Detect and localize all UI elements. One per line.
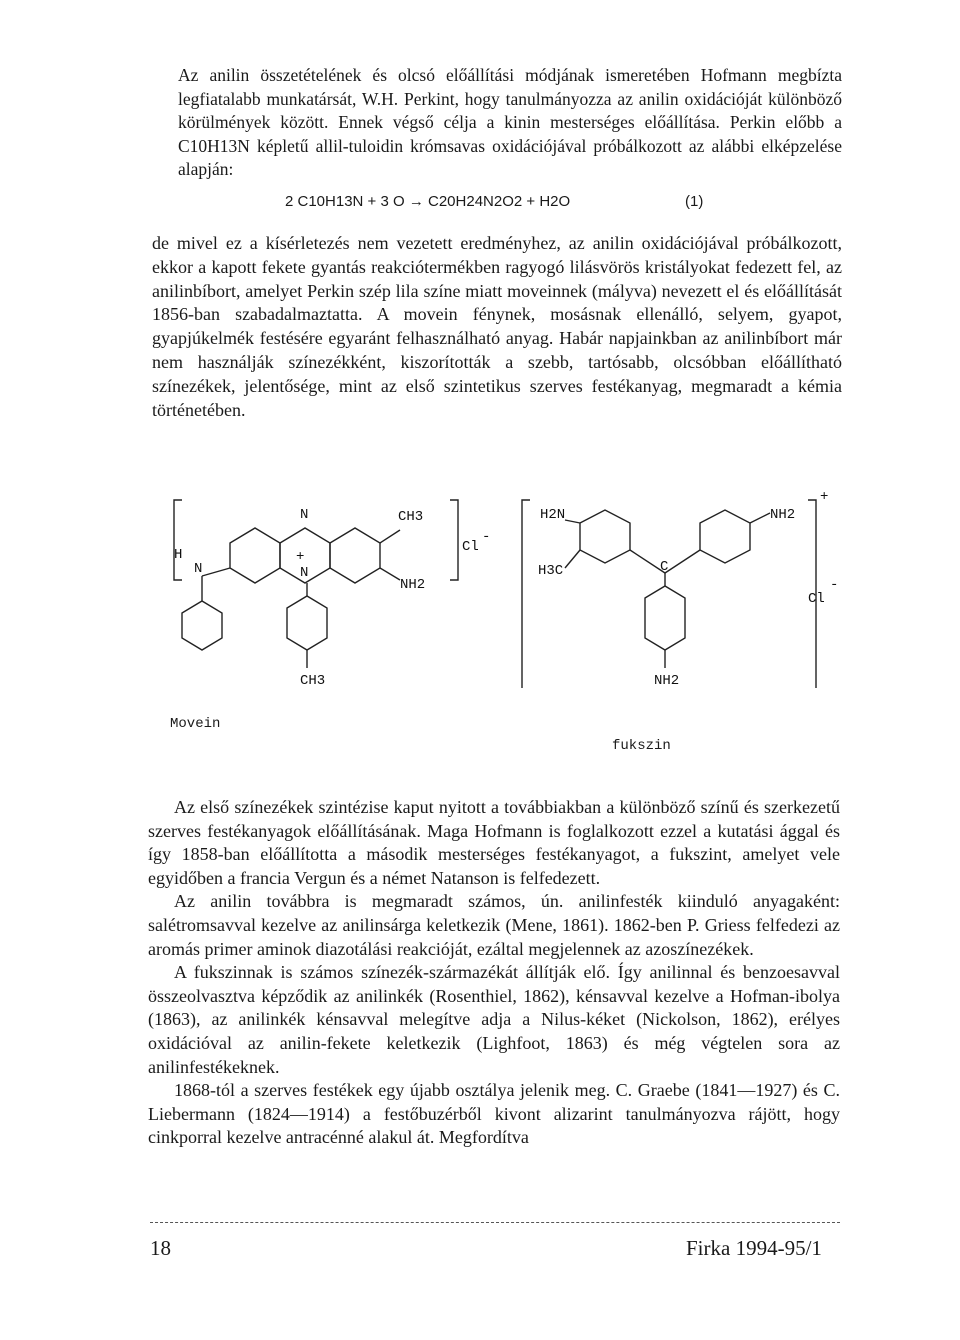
- movein-label-cl: Cl: [462, 539, 479, 555]
- fukszin-label-cl: Cl: [808, 591, 825, 607]
- reaction-equation: [285, 193, 805, 210]
- chemical-structures-figure: [160, 488, 860, 768]
- fukszin-caption: fukszin: [612, 738, 671, 754]
- movein-ring-phenyl: [182, 601, 222, 650]
- equation-number: (1): [685, 193, 704, 210]
- footer-divider: [150, 1222, 840, 1223]
- fukszin-ring-left: [580, 510, 630, 563]
- fukszin-label-nh2-top: NH2: [770, 507, 796, 523]
- movein-caption: Movein: [170, 716, 221, 732]
- movein-label-minus: -: [482, 529, 491, 545]
- paragraph-group-later: [148, 796, 840, 1150]
- paragraph-mauveine: de mivel ez a kísérletezés nem vezetett eredményhez, az anilin oxidációjával próbálkozott, ekkor a kapott fekete gyantás reakciótermékben ragyogó lilásvörös kristályokat fedezett fel, az anilinbíbort, amelyet Perkin szép lila színe miatt moveinnek (mályva) nevezett el és előállítását 1856-ban szabadalmaztatta. A movein fénynek, mosásnak ellenálló, selyem, gyapot, gyapjúkelmék festésére egyaránt felhasználható anyag. Habár napjainkban az anilinbíbort már nem használják színezékként, kiszorították a szebb, tartósabb, olcsóbban előállítható színezékek, jelentősége, mint az első szintetikus szerves festékanyag, megmaradt a kémia történetében.: [152, 233, 842, 420]
- movein-label-ch3-bottom: CH3: [300, 673, 326, 689]
- equation-arrow: →: [408, 193, 424, 210]
- paragraph-fuchsine-derivatives: A fukszinnak is számos színezék-származékát állítják elő. Így anilinnal és benzoesavval összeolvasztva képződik az anilinkék (Rosenthiel, 1862), kénsavval kezelve a Hofman-ibolya (1863), az anilinkék kénsavval melegítve adja a Nilus-kéket (Nickolson, 1862), erélyes oxidációval az anilin-fekete keletkezik (Lighfoot, 1863) és még végtelen sora az anilinfestékeknek.: [148, 962, 840, 1077]
- movein-bracket-left: [174, 500, 182, 580]
- movein-label-n-left: N: [194, 561, 203, 577]
- movein-ring-right: [330, 528, 380, 583]
- movein-label-plus: +: [296, 549, 305, 565]
- paragraph-first-dyes: Az első színezékek szintézise kaput nyitott a továbbiakban a különböző színű és szerkezetű szerves festékanyagok előállításának. Maga Hofmann is foglalkozott ezzel a kutatási ággal és így 1858-ban előállította a második mesterséges festékanyagot, a fukszint, amelyet vele egyidőben a francia Vergun és a német Natanson is felfedezett.: [148, 797, 840, 888]
- equation-lhs: 2 C10H13N + 3 O: [285, 193, 405, 210]
- journal-name: Firka 1994-95/1: [686, 1236, 822, 1260]
- fukszin-label-c: C: [660, 559, 669, 575]
- movein-ring-left: [230, 528, 280, 583]
- movein-ring-tolyl: [287, 596, 327, 650]
- movein-label-ch3-top: CH3: [398, 509, 424, 525]
- paragraph-intro: Az anilin összetételének és olcsó előállítási módjának ismeretében Hofmann megbízta legfiatalabb munkatársát, W.H. Perkint, hogy tanulmányozza az anilin oxidációját különböző körülmények között. Ennek végső célja a kinin mesterséges előállítása. Perkin előbb a C10H13N képletű allil-tuloidin krómsavas oxidációjával próbálkozott az alábbi elképzelése alapján:: [178, 65, 842, 179]
- movein-label-nh2: NH2: [400, 577, 426, 593]
- equation-rhs: C20H24N2O2 + H2O: [428, 193, 571, 210]
- paragraph-aniline-dyes: Az anilin továbbra is megmaradt számos, ún. anilinfesték kiinduló anyagaként: salétromsavval kezelve az anilinsárga keletkezik (Mene, 1861). 1862-ben P. Griess felfedezi az aromás primer aminok diazotálási reakcióját, ezáltal megjelennek az azoszínezékek.: [148, 891, 840, 959]
- fukszin-label-h2n: H2N: [540, 507, 566, 523]
- fukszin-label-plus: +: [820, 489, 829, 505]
- fukszin-ring-right: [700, 510, 750, 563]
- movein-label-n-center: N: [300, 565, 309, 581]
- fukszin-bracket-left: [522, 500, 530, 688]
- fukszin-label-nh2-bottom: NH2: [654, 673, 680, 689]
- fukszin-label-minus: -: [830, 577, 839, 593]
- movein-label-h: H: [174, 547, 183, 563]
- movein-bracket-right: [450, 500, 458, 580]
- fukszin-ring-bottom: [645, 586, 685, 650]
- paragraph-alizarin: 1868-tól a szerves festékek egy újabb osztálya jelenik meg. C. Graebe (1841—1927) és C. Liebermann (1824—1914) a festőbuzérből kivont alizarint tanulmányozva rájött, hogy cinkporral kezelve antracénné alakul át. Megfordítva: [148, 1080, 840, 1148]
- page-number: 18: [150, 1236, 171, 1260]
- movein-label-n-top: N: [300, 507, 309, 523]
- fukszin-label-h3c: H3C: [538, 563, 564, 579]
